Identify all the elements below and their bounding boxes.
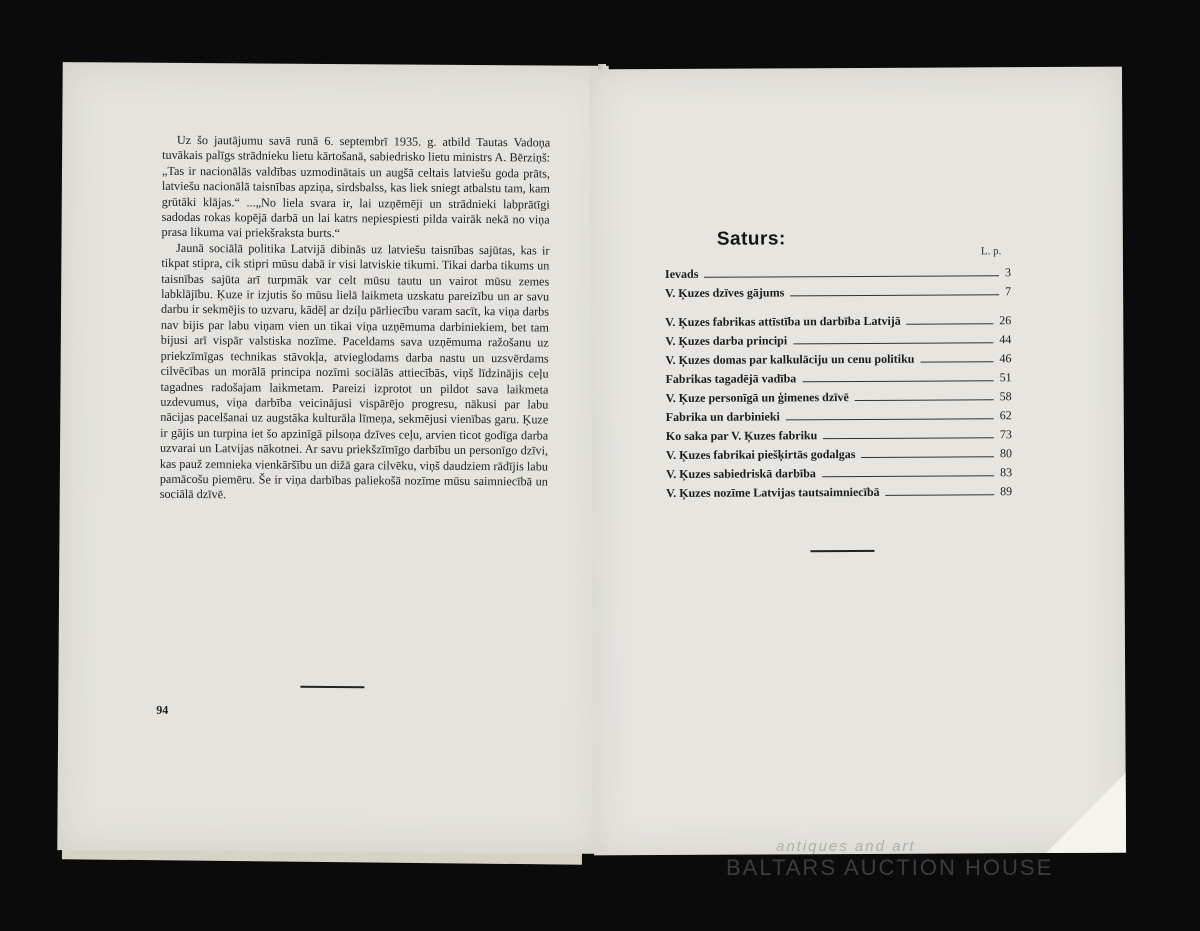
toc-leader <box>822 475 994 477</box>
folded-corner <box>1046 773 1126 853</box>
toc-leader <box>886 494 995 496</box>
toc-entry <box>666 461 1012 482</box>
toc-entry <box>665 309 1011 330</box>
toc-leader <box>907 323 994 324</box>
toc-entry-page: 89 <box>1000 484 1013 499</box>
toc-leader <box>786 418 994 420</box>
toc-entry-page: 62 <box>999 408 1012 423</box>
toc-entry-title: V. Ķuzes sabiedriskā darbība <box>666 466 816 482</box>
toc-entry-page: 73 <box>999 427 1012 442</box>
toc-entry <box>665 328 1011 349</box>
toc-entry <box>666 404 1012 425</box>
table-of-contents <box>665 261 1012 501</box>
watermark-line-1: antiques and art <box>776 838 916 855</box>
toc-entry-title: V. Ķuzes darba principi <box>665 333 788 349</box>
right-page <box>590 67 1126 856</box>
contents-heading: Saturs: <box>716 228 786 250</box>
toc-entry <box>665 280 1011 301</box>
toc-leader <box>823 437 994 439</box>
toc-entry-title: V. Ķuzes fabrikai piešķirtās godalgas <box>665 447 856 463</box>
toc-entry-page: 51 <box>999 370 1012 385</box>
page-number: 94 <box>156 702 169 717</box>
auction-watermark <box>726 838 1053 881</box>
toc-entry-title: Fabrikas tagadējā vadība <box>665 371 797 387</box>
toc-entry-title: V. Ķuzes fabrikas attīstība un darbība Latvijā <box>665 313 901 330</box>
toc-entry-title: V. Ķuze personīgā un ģimenes dzīvē <box>665 390 849 406</box>
toc-entry-title: Ievads <box>664 266 699 282</box>
toc-entry-page: 80 <box>999 446 1012 461</box>
toc-entry-title: V. Ķuzes dzīves gājums <box>665 285 785 301</box>
toc-entry-page: 58 <box>999 389 1012 404</box>
toc-entry <box>666 423 1012 444</box>
toc-entry-page: 3 <box>1004 265 1012 280</box>
page-column-label: L. p. <box>980 245 1002 258</box>
toc-entry-page: 46 <box>999 351 1012 366</box>
left-page <box>57 62 608 854</box>
paragraph: Jaunā sociālā politika Latvijā dibinās uz latviešu taisnības sajūtas, kas ir tikpat stipra, cik stipri mūsu dabā ir visi latviskie tikumi. Tikai darba tikums un taisnības sajūta arī turpmāk var celt mūsu tautu un vairot mūsu zemes labklājību. Ķuze ir izjutis šo mūsu lielā laikmeta uzskatu pareizību un ar savu darbu ir sekmējis to uzvaru, kādēļ ar dziļu pārliecību varam sacīt, ka viņa darbs nav bijis par labu viņam vien un tikai viņa uzņēmuma darbiniekiem, bet tam bijusi arī vispār valstiska nozīme. Paceldams sava uzņēmuma ražošanu uz priekzīmīgas technikas stāvokļa, atvieglodams darba nastu un uzsvērdams cilvēcības un morālā principa nozīmi sociālās attiecībās, viņš līdzinājis ceļu tagadnes radošajam laikmetam. Pareizi izprotot un pildot sava laikmeta uzdevumus, viņa darbība veicinājusi vispārējo progresu, nākusi par labu nācijas pacelšanai uz augstāka kulturāla līmeņa, sekmējusi vienības garu. Ķuze ir gājis un turpina iet šo apzinīgā pilsoņa dzīves ceļu, arvien ticot godīga darba uzvarai un Latvijas nākotnei. Ar savu priekšzīmīgo darbību un personīgo dzīvi, kas pauž zemnieka vienkāršību un dižā gara cilvēku, viņš daudziem rādījis labu pamācošu piemēru. Še ir viņa darbības paliekošā nozīme mūsu saimniecībā un sociālā dzīvē. <box>159 240 550 502</box>
toc-entry-title: V. Ķuzes nozīme Latvijas tautsaimniecībā <box>666 484 880 501</box>
toc-entry-page: 83 <box>1000 465 1013 480</box>
toc-leader <box>704 275 999 278</box>
toc-leader <box>861 456 994 458</box>
toc-entry-title: Fabrika un darbinieki <box>665 409 780 425</box>
toc-entry-page: 7 <box>1005 284 1012 299</box>
toc-entry-page: 44 <box>999 332 1012 347</box>
paragraph: Uz šo jautājumu savā runā 6. septembrī 1935. g. atbild Tautas Vadoņa tuvākais palīgs strādnieku lietu kārtošanā, sabiedrisko lietu ministrs A. Bērziņš: „Tas ir nacionālās valdības uzmodinātais un augšā celtais latviešu goda prāts, latviešu nacionālā taisnības apziņa, sirdsbalss, kas liek sniegt atbalstu tam, kam grūtāki klājas.“ ...„No liela svara ir, lai uzņēmēji un strādnieki labprātīgi sadodas rokas kopējā darbā un lai katrs nepiespiesti pilda vairāk nekā no viņa prasa likuma vai priekšraksta burts.“ <box>161 132 551 241</box>
toc-leader <box>802 380 993 382</box>
toc-entry-title: V. Ķuzes domas par kalkulāciju un cenu politiku <box>665 351 915 368</box>
section-separator <box>300 686 364 688</box>
toc-leader <box>790 294 999 296</box>
toc-leader <box>793 342 993 344</box>
toc-entry-title: Ko saka par V. Ķuzes fabriku <box>665 428 818 444</box>
toc-leader <box>920 361 993 362</box>
toc-entry <box>665 347 1011 368</box>
left-page-body <box>160 133 551 505</box>
toc-entry-page: 26 <box>999 313 1012 328</box>
toc-leader <box>855 399 994 401</box>
section-separator <box>810 550 874 552</box>
toc-entry <box>666 366 1012 387</box>
toc-entry <box>666 442 1012 463</box>
toc-entry <box>666 480 1012 501</box>
toc-entry <box>665 261 1011 282</box>
watermark-line-2: BALTARS AUCTION HOUSE <box>726 855 1054 880</box>
toc-entry <box>666 385 1012 406</box>
